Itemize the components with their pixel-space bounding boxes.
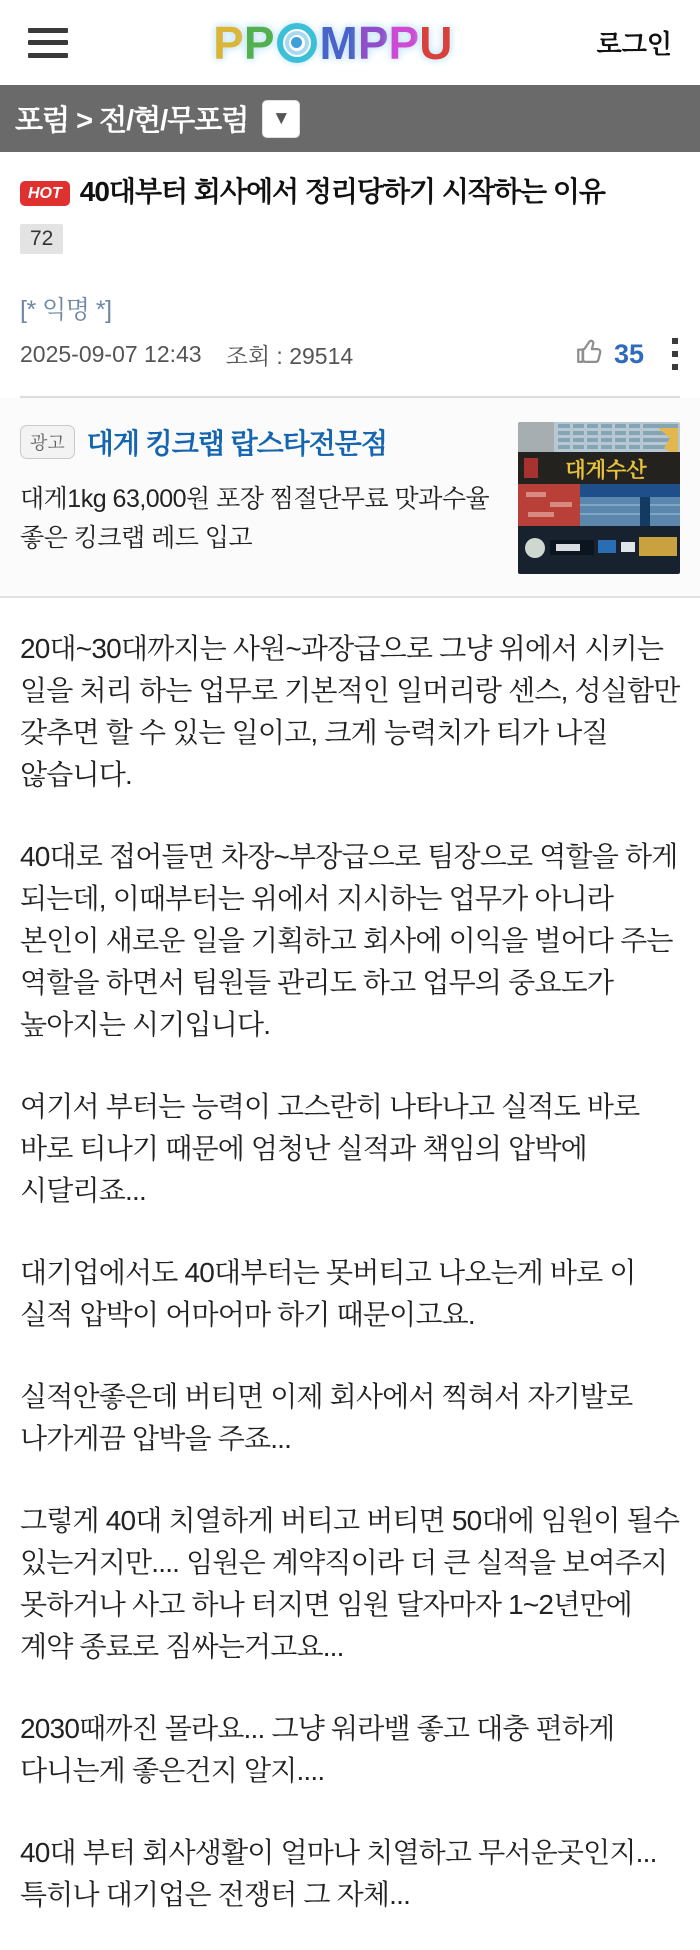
logo-letter: P xyxy=(388,16,419,69)
like-count: 35 xyxy=(613,338,644,369)
ad-image[interactable] xyxy=(518,422,680,574)
ppomppu-logo[interactable] xyxy=(213,16,452,69)
storefront-photo xyxy=(518,422,680,574)
post-header xyxy=(0,152,700,398)
more-options-icon[interactable] xyxy=(670,334,680,374)
chevron-down-icon: ▼ xyxy=(271,107,291,129)
ad-block xyxy=(0,398,700,598)
logo-letter: P xyxy=(357,16,388,69)
hot-badge: HOT xyxy=(20,181,70,206)
like-button[interactable] xyxy=(574,335,644,374)
login-button[interactable]: 로그인 xyxy=(596,29,672,59)
thumbs-up-icon xyxy=(574,335,608,374)
logo-letter: P xyxy=(243,16,274,69)
post-title: 40대부터 회사에서 정리당하기 시작하는 이유 xyxy=(79,176,605,207)
board-dropdown-button[interactable] xyxy=(262,100,300,138)
breadcrumb[interactable]: 포럼 > 전/현/무포럼 xyxy=(15,105,249,137)
ad-image-sign-text: 대게수산 xyxy=(565,459,647,483)
post-author[interactable]: [* 익명 *] xyxy=(20,296,112,325)
ad-description[interactable]: 대게1kg 63,000원 포장 찜절단무료 맛과수율 좋은 킹크랩 레드 입고 xyxy=(20,485,490,553)
post-body xyxy=(0,598,700,1950)
post-paragraph: 여기서 부터는 능력이 고스란히 나타나고 실적도 바로 바로 티나기 때문에 엄청난 실적과 책임의 압박에 시달리죠... xyxy=(20,1091,640,1207)
top-header xyxy=(0,0,700,85)
logo-letter-o xyxy=(277,23,317,63)
post-meta-row xyxy=(20,334,680,374)
post-paragraph: 40대 부터 회사생활이 얼마나 치열하고 무서운곳인지... 특히나 대기업은 전쟁터 그 자체... xyxy=(20,1837,657,1911)
view-count: 조회 : 29514 xyxy=(225,342,354,369)
board-breadcrumb-bar xyxy=(0,85,700,152)
post-paragraph: 대기업에서도 40대부터는 못버티고 나오는게 바로 이 실적 압박이 어마어마 하기 때문이고요. xyxy=(20,1257,636,1331)
post-paragraph: 40대로 접어들면 차장~부장급으로 팀장으로 역할을 하게 되는데, 이때부터는 위에서 지시하는 업무가 아니라 본인이 새로운 일을 기획하고 회사에 이익을 벌어다 주는 역할을 하면서 팀원들 관리도 하고 업무의 중요도가 높아지는 시기입니다. xyxy=(20,841,678,1041)
logo-letter: P xyxy=(213,16,243,69)
menu-icon[interactable] xyxy=(28,28,68,58)
post-datetime: 2025-09-07 12:43 xyxy=(20,340,202,367)
ad-badge: 광고 xyxy=(20,425,75,459)
comment-count-badge[interactable]: 72 xyxy=(20,224,63,254)
post-paragraph: 20대~30대까지는 사원~과장급으로 그냥 위에서 시키는 일을 처리 하는 업무로 기본적인 일머리랑 센스, 성실함만 갖추면 할 수 있는 일이고, 크게 능력치가 티가 나질 않습니다. xyxy=(20,633,680,791)
post-paragraph: 그렇게 40대 치열하게 버티고 버티면 50대에 임원이 될수 있는거지만.... 임원은 계약직이라 더 큰 실적을 보여주지 못하거나 사고 하나 터지면 임원 달자마자 1~2년만에 계약 종료로 짐싸는거고요... xyxy=(20,1505,680,1663)
logo-letter: M xyxy=(319,16,357,69)
logo-letter: U xyxy=(419,16,452,69)
post-paragraph: 실적안좋은데 버티면 이제 회사에서 찍혀서 자기발로 나가게끔 압박을 주죠... xyxy=(20,1381,633,1455)
ad-title-link[interactable]: 대게 킹크랩 랍스타전문점 xyxy=(86,428,387,460)
post-paragraph: 2030때까진 몰라요... 그냥 워라밸 좋고 대충 편하게 다니는게 좋은건지 알지.... xyxy=(20,1713,615,1787)
